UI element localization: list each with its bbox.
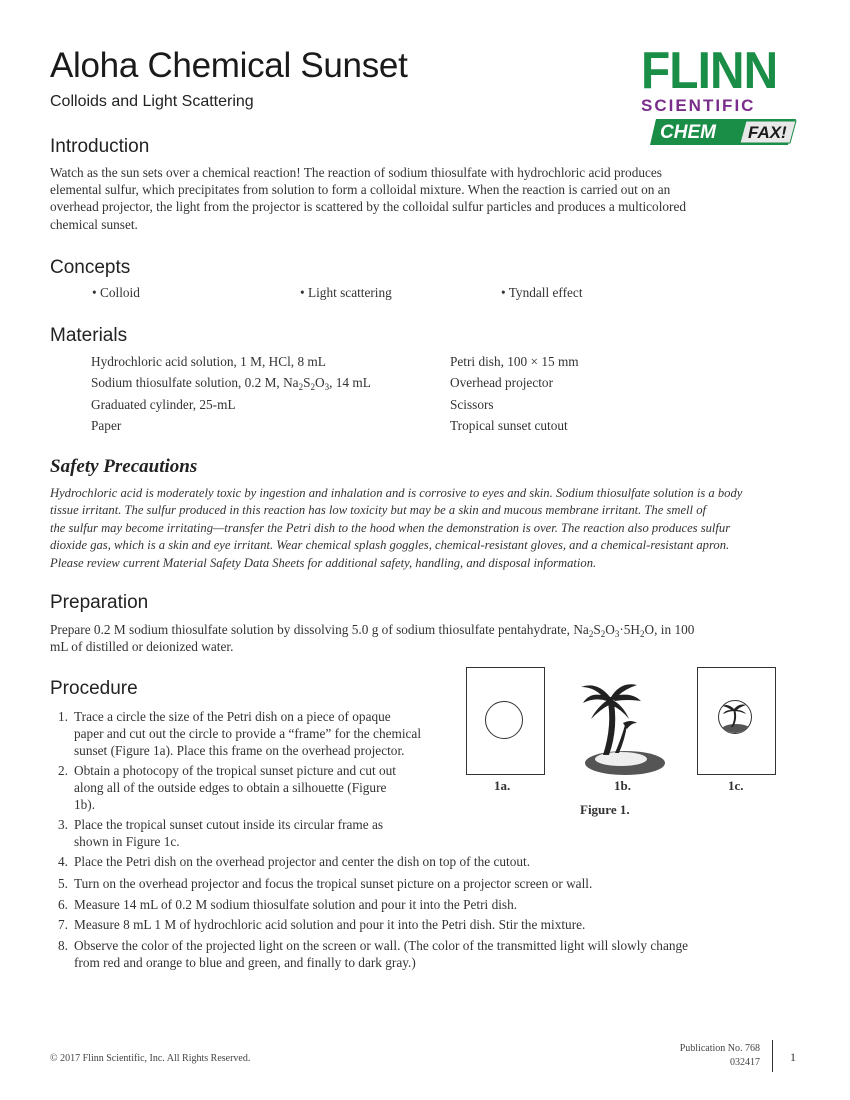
- introduction-text: [50, 164, 790, 233]
- introduction-line: elemental sulfur, which precipitates from solution to form a colloidal mixture. When the reaction is carried out on an: [50, 182, 671, 198]
- preparation-line: mL of distilled or deionized water.: [50, 639, 234, 655]
- publication-code: 032417: [730, 1057, 760, 1068]
- preparation-heading: Preparation: [50, 592, 149, 613]
- publication-number: Publication No. 768: [679, 1043, 760, 1054]
- step-line: Observe the color of the projected light on the screen or wall. (The color of the transmitted light will slowly change: [74, 938, 689, 953]
- step-number: 8.: [58, 938, 68, 953]
- safety-text: [50, 485, 810, 572]
- material-item-sodium-thiosulfate: Sodium thiosulfate solution, 0.2 M, $Na_2S_2O_3$, 14 mL: [91, 375, 371, 392]
- step-number: 4.: [58, 854, 68, 869]
- page-title: Aloha Chemical Sunset: [50, 46, 408, 85]
- procedure-step: [50, 896, 810, 914]
- footer-divider: [772, 1040, 773, 1072]
- step-line: Measure 8 mL 1 M of hydrochloric acid solution and pour it into the Petri dish. Stir the mixture.: [74, 917, 586, 932]
- procedure-step: [50, 875, 810, 893]
- introduction-line: chemical sunset.: [50, 216, 138, 232]
- figure-caption: Figure 1.: [580, 802, 630, 817]
- step-line: Place the Petri dish on the overhead projector and center the dish on top of the cutout.: [74, 854, 531, 869]
- step-line: paper and cut out the circle to provide a “frame” for the chemical: [74, 726, 422, 741]
- step-number: 2.: [58, 763, 68, 778]
- introduction-line: overhead projector, the light from the projector is scattered by the colloidal sulfur particles and produces a multicolored: [50, 199, 687, 215]
- chemfax-fax-text: FAX!: [748, 123, 787, 142]
- procedure-step: [50, 708, 470, 760]
- figure-label-1c: 1c.: [728, 778, 744, 793]
- step-line: Trace a circle the size of the Petri dish on a piece of opaque: [74, 709, 391, 724]
- procedure-step: [50, 816, 470, 852]
- concept-item: • Light scattering: [300, 285, 392, 300]
- safety-line: the sulfur may become irritating—transfer the Petri dish to the hood when the demonstration is over. The reaction also produces sulfur: [50, 520, 731, 535]
- concept-item: • Tyndall effect: [501, 285, 583, 300]
- step-number: 1.: [58, 709, 68, 724]
- copyright-text: © 2017 Flinn Scientific, Inc. All Rights Reserved.: [50, 1053, 251, 1064]
- step-number: 5.: [58, 876, 68, 891]
- framed-palm-icon: [718, 700, 752, 734]
- figure-label-1a: 1a.: [494, 778, 511, 793]
- procedure-step: [50, 937, 810, 973]
- flinn-logo: FLINN: [641, 42, 778, 100]
- step-line: shown in Figure 1c.: [74, 834, 180, 849]
- procedure-step: [50, 916, 810, 934]
- materials-heading: Materials: [50, 325, 128, 346]
- figure-label-1b: 1b.: [614, 778, 631, 793]
- concept-item: • Colloid: [92, 285, 140, 300]
- step-line: from red and orange to blue and green, and finally to dark gray.): [74, 955, 416, 970]
- scientific-logo-text: SCIENTIFIC: [641, 96, 756, 115]
- page-subtitle: Colloids and Light Scattering: [50, 93, 254, 110]
- step-line: Measure 14 mL of 0.2 M sodium thiosulfate solution and pour it into the Petri dish.: [74, 897, 518, 912]
- preparation-text: [50, 621, 790, 655]
- safety-line: dioxide gas, which is a skin and eye irritant. Wear chemical splash goggles, chemical-resistant gloves, and a chemical-resistant apron.: [50, 538, 730, 553]
- step-line: Obtain a photocopy of the tropical sunset picture and cut out: [74, 763, 396, 778]
- procedure-step: [50, 762, 470, 814]
- material-item: Tropical sunset cutout: [450, 418, 568, 433]
- step-number: 7.: [58, 917, 68, 932]
- step-line: Place the tropical sunset cutout inside its circular frame as: [74, 817, 384, 832]
- material-item: Scissors: [450, 397, 494, 412]
- concepts-heading: Concepts: [50, 257, 131, 278]
- step-line: 1b).: [74, 797, 96, 812]
- material-item: Paper: [91, 418, 122, 433]
- material-item: Graduated cylinder, 25-mL: [91, 397, 236, 412]
- step-number: 6.: [58, 897, 68, 912]
- material-item: Hydrochloric acid solution, 1 M, HCl, 8 mL: [91, 354, 326, 369]
- chemfax-chem-text: CHEM: [660, 122, 716, 143]
- safety-heading: Safety Precautions: [50, 456, 198, 477]
- preparation-line: Prepare 0.2 M sodium thiosulfate solution by dissolving 5.0 g of sodium thiosulfate pentahydrate, $Na_2S_2O_3\cdot 5H_2O$, in 100: [50, 622, 695, 639]
- material-item: Overhead projector: [450, 375, 553, 390]
- figure-1a-frame: [466, 667, 545, 775]
- safety-line: tissue irritant. The sulfur produced in this reaction has low toxicity but may be a skin and mucous membrane irritant. The smell of: [50, 503, 706, 518]
- material-item: Petri dish, 100 × 15 mm: [450, 354, 579, 369]
- safety-line: Please review current Material Safety Data Sheets for additional safety, handling, and disposal information.: [50, 555, 597, 570]
- chemfax-badge: [650, 115, 800, 149]
- safety-line: Hydrochloric acid is moderately toxic by ingestion and inhalation and is corrosive to eyes and skin. Sodium thiosulfate solution is a body: [50, 486, 743, 500]
- procedure-heading: Procedure: [50, 678, 138, 699]
- figure-1b-silhouette: [577, 679, 667, 777]
- step-line: Turn on the overhead projector and focus the tropical sunset picture on a projector screen or wall.: [74, 876, 593, 891]
- figure-1c-frame: [697, 667, 776, 775]
- step-line: sunset (Figure 1a). Place this frame on the overhead projector.: [74, 743, 405, 758]
- circle-cutout-icon: [485, 701, 523, 739]
- introduction-line: Watch as the sun sets over a chemical reaction! The reaction of sodium thiosulfate with hydrochloric acid produces: [50, 165, 662, 180]
- introduction-heading: Introduction: [50, 136, 150, 157]
- step-number: 3.: [58, 817, 68, 832]
- procedure-step: [50, 853, 810, 871]
- step-line: along all of the outside edges to obtain a silhouette (Figure: [74, 780, 387, 795]
- page-number: 1: [790, 1050, 796, 1064]
- palm-tree-silhouette-icon: [577, 679, 667, 777]
